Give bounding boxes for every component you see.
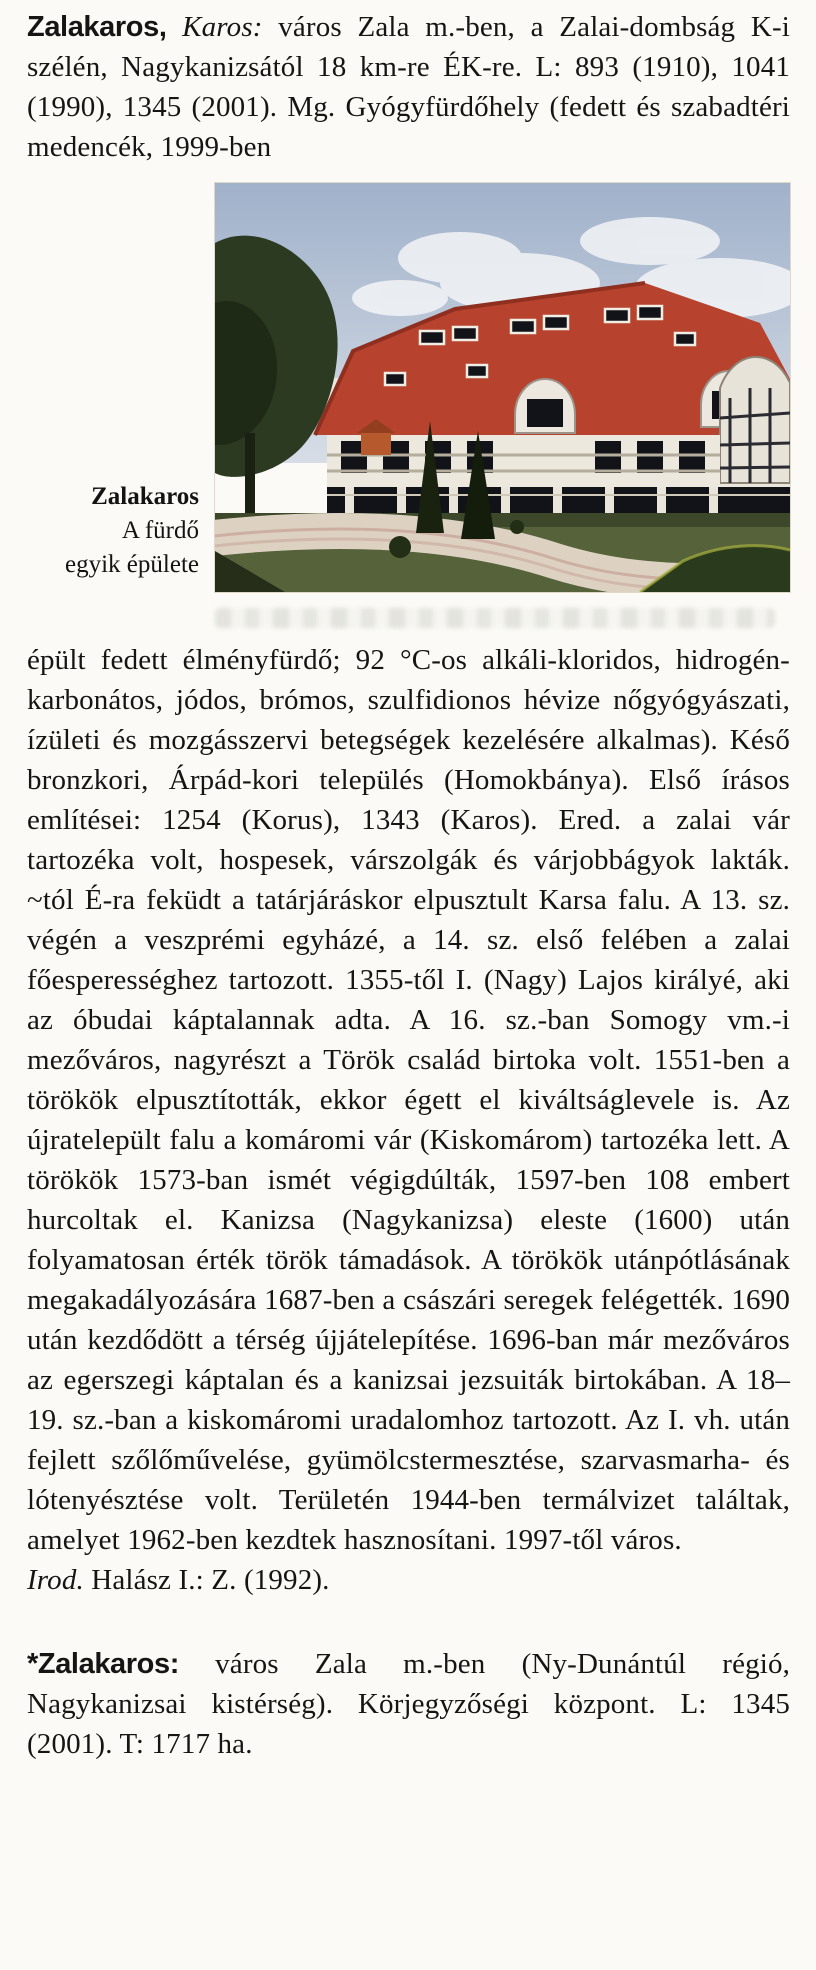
entry-main-variant-name: Karos:: [166, 11, 263, 43]
literature-label: Irod.: [27, 1564, 84, 1596]
spa-building-photo: [215, 183, 790, 592]
entry-secondary-paragraph: [27, 1644, 790, 1764]
entry-secondary-body-text: város Zala m.-ben (Ny-Dunántúl régió, Nagykanizsai kistérség). Körjegyzőségi központ. L: 1345 (2001). T: 1717 ha.: [27, 1648, 790, 1760]
figure-caption: [27, 183, 215, 592]
entry-secondary-headword: *Zalakaros:: [27, 1648, 179, 1680]
entry-main-headword: Zalakaros,: [27, 11, 167, 43]
entry-main-intro-paragraph: [27, 7, 790, 167]
entry-main-intro-text: város Zala m.-ben, a Zalai-dombság K-i szélén, Nagykanizsától 18 km-re ÉK-re. L: 893 (1910), 1041 (1990), 1345 (2001). Mg. Gyógyfürdőhely (fedett és szabadtéri medencék, 1999-ben: [27, 11, 790, 163]
page-showthrough-smudge: [215, 608, 775, 628]
figure-caption-line2: A fürdő: [121, 517, 199, 544]
entry-main-body-text: épült fedett élményfürdő; 92 °C-os alkáli-kloridos, hidrogén-karbonátos, jódos, brómos, szulfidionos hévize nőgyógyászati, ízületi és mozgásszervi betegségek kezelésére alkalmas). Késő bronzkori, Árpád-kori település (Homokbánya). Első írásos említései: 1254 (Korus), 1343 (Karos). Ered. a zalai vár tartozéka volt, hospesek, várszolgák és várjobbágyok lakták. ~tól É-ra feküdt a tatárjáráskor elpusztult Karsa falu. A 13. sz. végén a veszprémi egyházé, a 14. sz. első felében a zalai főesperességhez tartozott. 1355-től I. (Nagy) Lajos királyé, aki az óbudai káptalannak adta. A 16. sz.-ban Somogy vm.-i mezőváros, nagyrészt a Török család birtoka volt. 1551-ben a törökök elpusztították, ekkor égett el kiváltságlevele is. Az újratelepült falu a komáromi vár (Kiskomárom) tartozéka lett. A törökök 1573-ban ismét végigdúlták, 1597-ben 108 embert hurcoltak el. Kanizsa (Nagykanizsa) eleste (1600) után folyamatosan érték török támadások. A törökök utánpótlásának megakadályozására 1687-ben a császári seregek felégették. 1690 után kezdődött a térség újjátelepítése. 1696-ban már mezőváros az egerszegi káptalan és a kanizsai jezsuiták birtokában. A 18–19. sz.-ban a kiskomáromi uradalomhoz tartozott. Az I. vh. után fejlett szőlőművelése, gyümölcstermesztése, szarvasmarha- és lótenyésztése volt. Területén 1944-ben termálvizet találtak, amelyet 1962-ben kezdtek hasznosítani. 1997-től város.: [27, 644, 790, 1556]
photo-right-gable: [720, 357, 790, 483]
entry-main-body-paragraph: [27, 640, 790, 1600]
figure-caption-line3: egyik épülete: [65, 551, 199, 578]
literature-text: Halász I.: Z. (1992).: [83, 1564, 330, 1596]
entry-main-literature-line: [27, 1560, 790, 1600]
figure-caption-title: Zalakaros: [91, 483, 199, 510]
figure-spa-building: [27, 183, 790, 592]
